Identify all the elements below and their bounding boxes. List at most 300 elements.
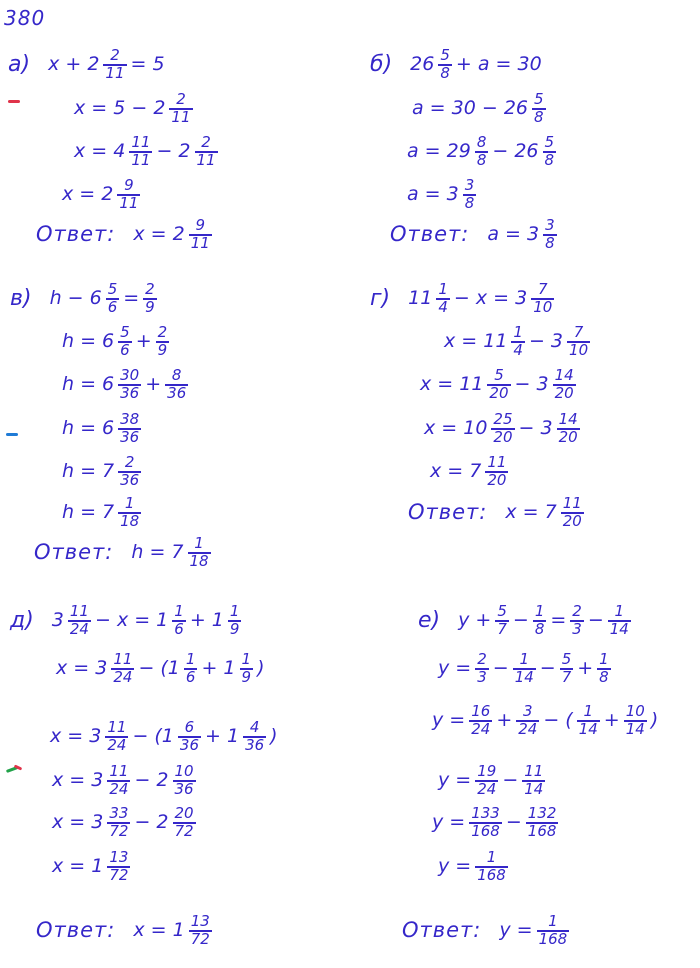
expression-text: − (505, 811, 522, 834)
fraction (570, 604, 584, 638)
fraction (557, 412, 580, 446)
expression-text: a = 30 − 26 (412, 97, 528, 120)
fraction-denominator: 8 (534, 107, 544, 126)
answer-line (34, 914, 214, 948)
fraction-numerator: 11 (113, 650, 133, 668)
fraction (597, 652, 611, 686)
fraction-numerator: 4 (249, 718, 260, 736)
fraction-denominator: 7 (561, 667, 572, 686)
expression-text: a = 3 (407, 183, 459, 206)
fraction (513, 652, 536, 686)
fraction-numerator: 6 (184, 718, 195, 736)
fraction-numerator: 5 (440, 46, 450, 64)
equation-line (60, 412, 143, 446)
fraction-numerator: 1 (599, 650, 609, 668)
fraction (436, 282, 450, 316)
margin-red-mark (8, 100, 20, 103)
fraction-numerator: 11 (487, 453, 507, 471)
fraction-denominator: 14 (524, 779, 544, 798)
fraction-denominator: 11 (131, 150, 151, 169)
expression-text: + 1 (205, 725, 240, 748)
answer-line (32, 536, 213, 570)
fraction-denominator: 24 (113, 667, 133, 686)
equation-line (442, 325, 592, 359)
fraction (516, 704, 539, 738)
fraction-numerator: 5 (494, 366, 504, 384)
equation-line (6, 48, 167, 82)
fraction-denominator: 36 (120, 383, 140, 402)
fraction-numerator: 14 (554, 366, 574, 384)
fraction (487, 368, 510, 402)
fraction-denominator: 11 (105, 63, 125, 82)
fraction (560, 652, 574, 686)
equation-line (60, 178, 142, 212)
fraction (475, 764, 498, 798)
expression-text: + 1 (201, 657, 236, 680)
fraction-numerator: 3 (523, 702, 533, 720)
fraction-denominator: 24 (518, 719, 538, 738)
fraction-numerator: 1 (229, 602, 240, 620)
expression-text: x = 3 (50, 725, 102, 748)
part-label: д) (10, 607, 34, 633)
expression-text: 3 (51, 609, 64, 632)
fraction (189, 218, 212, 252)
fraction-denominator: 3 (477, 667, 487, 686)
fraction (533, 604, 547, 638)
expression-text: + 1 (189, 609, 224, 632)
answer-label: Ответ: (408, 500, 488, 525)
expression-text: + (135, 330, 152, 353)
expression-text: x = 11 (420, 373, 484, 396)
fraction (561, 496, 584, 530)
equation-line (405, 135, 558, 169)
fraction-denominator: 168 (527, 821, 557, 840)
equation-line (60, 325, 171, 359)
fraction (577, 704, 600, 738)
expression-text: y = (438, 657, 472, 680)
answer-line (406, 496, 586, 530)
fraction-numerator: 2 (572, 602, 582, 620)
fraction (543, 135, 557, 169)
fraction (117, 178, 140, 212)
fraction-denominator: 4 (438, 297, 448, 316)
fraction (491, 412, 514, 446)
part-label: г) (370, 285, 391, 311)
fraction-numerator: 5 (120, 323, 130, 341)
expression-text: + (145, 373, 162, 396)
expression-text: h = 6 (62, 373, 115, 396)
answer-line (400, 914, 571, 948)
fraction-denominator: 10 (533, 297, 553, 316)
fraction-denominator: 20 (554, 383, 574, 402)
fraction-numerator: 1 (614, 602, 625, 620)
fraction-denominator: 3 (572, 619, 582, 638)
fraction-denominator: 24 (471, 719, 491, 738)
fraction-numerator: 1 (194, 534, 204, 552)
expression-text: − (1 (132, 725, 174, 748)
fraction-denominator: 8 (464, 193, 475, 212)
fraction (243, 720, 266, 754)
expression-text: x = 5 − 2 (74, 97, 166, 120)
expression-text: − ( (543, 709, 573, 732)
equation-line (368, 282, 556, 316)
expression-text: h = 7 (62, 501, 115, 524)
fraction (526, 806, 559, 840)
fraction (188, 536, 211, 570)
expression-text: 11 (408, 287, 433, 310)
fraction-numerator: 7 (573, 323, 584, 341)
fraction (495, 604, 509, 638)
equation-line (416, 604, 633, 638)
fraction-denominator: 20 (493, 427, 513, 446)
expression-text: − (502, 769, 519, 792)
fraction-denominator: 20 (489, 383, 509, 402)
fraction-numerator: 133 (471, 804, 500, 822)
expression-text: − (512, 609, 529, 632)
expression-text: y + (458, 609, 492, 632)
fraction-numerator: 1 (548, 912, 558, 930)
expression-text: h = 6 (62, 330, 115, 353)
fraction (118, 412, 141, 446)
fraction-denominator: 9 (229, 619, 240, 638)
expression-text: − (539, 657, 556, 680)
fraction-numerator: 132 (527, 804, 557, 822)
equation-line (422, 412, 582, 446)
equation-line (8, 282, 159, 316)
expression-text: x = 11 (444, 330, 508, 353)
expression-text: − 3 (518, 417, 553, 440)
fraction (469, 806, 502, 840)
fraction-denominator: 6 (185, 667, 196, 686)
expression-text: + (496, 709, 513, 732)
fraction-denominator: 72 (174, 821, 194, 840)
expression-text: y = (432, 811, 466, 834)
equation-line (436, 850, 510, 884)
expression-text: − 2 (134, 811, 169, 834)
fraction-numerator: 1 (583, 702, 594, 720)
expression-text: − 2 (156, 140, 191, 163)
equation-line (436, 652, 613, 686)
expression-text: y = (438, 855, 472, 878)
fraction-denominator: 36 (120, 427, 140, 446)
fraction-denominator: 24 (109, 779, 129, 798)
fraction (129, 135, 152, 169)
expression-text: − x = 1 (94, 609, 169, 632)
expression-text: ) (257, 657, 265, 680)
fraction (553, 368, 576, 402)
expression-text: x = 1 (52, 855, 104, 878)
expression-text: − (587, 609, 604, 632)
part-label: в) (10, 285, 32, 311)
fraction-numerator: 38 (120, 410, 140, 428)
expression-text: x = 1 (133, 919, 185, 942)
fraction-numerator: 11 (109, 762, 129, 780)
fraction-denominator: 8 (545, 233, 555, 252)
fraction-denominator: 6 (120, 340, 130, 359)
fraction-numerator: 5 (534, 90, 544, 108)
equation-line (72, 92, 195, 126)
equation-line (8, 604, 243, 638)
fraction (438, 48, 452, 82)
fraction-denominator: 168 (471, 821, 500, 840)
expression-text: x = 3 (52, 769, 104, 792)
equation-line (430, 806, 560, 840)
fraction-numerator: 9 (124, 176, 134, 194)
answer-line (34, 218, 214, 252)
fraction (240, 652, 254, 686)
fraction-numerator: 1 (486, 848, 497, 866)
fraction-numerator: 10 (174, 762, 194, 780)
fraction (118, 368, 141, 402)
fraction (475, 652, 489, 686)
fraction (106, 282, 120, 316)
expression-text: y = (438, 769, 472, 792)
fraction-numerator: 1 (241, 650, 252, 668)
answer-label: Ответ: (36, 222, 116, 247)
answer-label: Ответ: (390, 222, 470, 247)
fraction (169, 92, 192, 126)
expression-text: h = 6 (62, 417, 115, 440)
fraction-denominator: 24 (107, 735, 127, 754)
fraction-numerator: 1 (513, 323, 523, 341)
fraction-denominator: 11 (190, 233, 210, 252)
fraction (68, 604, 91, 638)
fraction-denominator: 36 (179, 735, 199, 754)
fraction-denominator: 9 (157, 340, 168, 359)
fraction-numerator: 14 (558, 410, 578, 428)
fraction-numerator: 33 (109, 804, 129, 822)
fraction (463, 178, 477, 212)
expression-text: h = 7 (62, 460, 115, 483)
fraction-numerator: 1 (174, 602, 184, 620)
fraction (118, 325, 132, 359)
expression-text: − (1 (138, 657, 180, 680)
equation-line (60, 368, 190, 402)
fraction-numerator: 3 (464, 176, 475, 194)
expression-text: = (123, 287, 140, 310)
fraction-denominator: 24 (69, 619, 89, 638)
fraction-numerator: 10 (625, 702, 645, 720)
fraction-denominator: 8 (534, 619, 545, 638)
fraction-numerator: 5 (107, 280, 118, 298)
fraction (156, 325, 170, 359)
fraction-numerator: 8 (171, 366, 182, 384)
expression-text: − 2 (134, 769, 169, 792)
expression-text: x = 3 (52, 811, 104, 834)
equation-line (430, 704, 660, 738)
fraction (118, 455, 141, 489)
fraction-denominator: 9 (145, 297, 155, 316)
fraction-denominator: 11 (196, 150, 216, 169)
fraction-numerator: 9 (195, 216, 206, 234)
fraction (105, 720, 128, 754)
fraction-numerator: 13 (190, 912, 210, 930)
fraction-numerator: 8 (476, 133, 487, 151)
answer-label: Ответ: (402, 918, 482, 943)
equation-line (436, 764, 547, 798)
fraction (172, 604, 186, 638)
fraction-denominator: 11 (119, 193, 139, 212)
fraction (567, 325, 590, 359)
fraction (532, 92, 546, 126)
fraction-numerator: 2 (157, 323, 168, 341)
fraction (107, 850, 130, 884)
fraction-denominator: 8 (440, 63, 450, 82)
expression-text: ) (650, 709, 659, 732)
fraction (608, 604, 631, 638)
fraction (107, 806, 130, 840)
equation-line (428, 455, 510, 489)
expression-text: x + 2 (48, 53, 100, 76)
fraction-numerator: 11 (562, 494, 582, 512)
fraction-numerator: 1 (534, 602, 545, 620)
fraction-denominator: 72 (109, 821, 129, 840)
fraction (537, 914, 570, 948)
equation-line (72, 135, 220, 169)
fraction-numerator: 2 (201, 133, 211, 151)
equation-line (368, 48, 544, 82)
fraction (195, 135, 218, 169)
equation-line (48, 720, 280, 754)
fraction-denominator: 168 (477, 865, 506, 884)
expression-text: − (492, 657, 509, 680)
fraction-denominator: 14 (514, 667, 534, 686)
margin-blue-mark (6, 433, 18, 436)
fraction-numerator: 2 (145, 280, 155, 298)
fraction-denominator: 36 (245, 735, 265, 754)
fraction-numerator: 16 (471, 702, 491, 720)
expression-text: x = 7 (505, 501, 557, 524)
fraction (228, 604, 242, 638)
fraction-denominator: 14 (609, 619, 629, 638)
fraction-numerator: 2 (477, 650, 487, 668)
fraction (469, 704, 492, 738)
fraction-denominator: 14 (578, 719, 598, 738)
expression-text: − 26 (492, 140, 539, 163)
answer-label: Ответ: (34, 540, 114, 565)
fraction-numerator: 13 (109, 848, 129, 866)
fraction-denominator: 9 (241, 667, 252, 686)
fraction-numerator: 7 (537, 280, 548, 298)
fraction (511, 325, 525, 359)
fraction-numerator: 5 (544, 133, 555, 151)
equation-line (60, 496, 143, 530)
fraction-denominator: 8 (476, 150, 487, 169)
fraction-numerator: 2 (176, 90, 186, 108)
expression-text: 26 (410, 53, 435, 76)
fraction (522, 764, 545, 798)
equation-line (418, 368, 578, 402)
expression-text: + a = 30 (455, 53, 542, 76)
fraction-numerator: 20 (174, 804, 194, 822)
fraction (165, 368, 188, 402)
fraction-denominator: 168 (538, 929, 568, 948)
fraction-denominator: 11 (171, 107, 191, 126)
fraction-numerator: 2 (124, 453, 135, 471)
fraction-denominator: 6 (174, 619, 184, 638)
fraction-numerator: 30 (120, 366, 140, 384)
answer-label: Ответ: (36, 918, 116, 943)
fraction (173, 764, 196, 798)
fraction-denominator: 36 (174, 779, 194, 798)
fraction-denominator: 6 (107, 297, 118, 316)
fraction-numerator: 1 (185, 650, 196, 668)
expression-text: x = 4 (74, 140, 126, 163)
fraction-numerator: 1 (519, 650, 529, 668)
equation-line (50, 806, 198, 840)
expression-text: a = 3 (487, 223, 540, 246)
expression-text: = 5 (130, 53, 165, 76)
fraction-denominator: 20 (487, 470, 507, 489)
fraction-numerator: 11 (131, 133, 151, 151)
expression-text: h − 6 (49, 287, 102, 310)
fraction (118, 496, 141, 530)
fraction-numerator: 11 (69, 602, 89, 620)
expression-text: x = 7 (430, 460, 482, 483)
expression-text: y = (432, 709, 466, 732)
part-label: а) (8, 51, 31, 77)
fraction-denominator: 10 (569, 340, 589, 359)
fraction-denominator: 4 (513, 340, 523, 359)
expression-text: x = 3 (56, 657, 108, 680)
expression-text: + (603, 709, 620, 732)
expression-text: a = 29 (407, 140, 471, 163)
fraction (189, 914, 212, 948)
fraction (475, 135, 489, 169)
expression-text: − 3 (514, 373, 549, 396)
fraction-numerator: 19 (477, 762, 497, 780)
answer-line (388, 218, 559, 252)
fraction (173, 806, 196, 840)
expression-text: − 3 (528, 330, 564, 353)
expression-text: x = 10 (424, 417, 488, 440)
expression-text: ) (270, 725, 278, 748)
fraction (531, 282, 554, 316)
fraction-denominator: 72 (109, 865, 129, 884)
equation-line (60, 455, 143, 489)
fraction-denominator: 14 (625, 719, 645, 738)
expression-text: + (577, 657, 594, 680)
expression-text: − x = 3 (453, 287, 528, 310)
fraction-numerator: 1 (124, 494, 135, 512)
fraction (475, 850, 508, 884)
fraction-numerator: 2 (110, 46, 120, 64)
part-label: б) (370, 51, 393, 77)
equation-line (50, 850, 132, 884)
fraction-numerator: 5 (497, 602, 507, 620)
fraction-denominator: 7 (497, 619, 507, 638)
equation-line (50, 764, 198, 798)
expression-text: x = 2 (62, 183, 114, 206)
fraction-denominator: 36 (167, 383, 187, 402)
expression-text: x = 2 (133, 223, 185, 246)
fraction (107, 764, 130, 798)
fraction-denominator: 18 (120, 511, 140, 530)
fraction-numerator: 3 (545, 216, 555, 234)
equation-line (410, 92, 548, 126)
fraction-denominator: 20 (558, 427, 578, 446)
expression-text: = (550, 609, 567, 632)
fraction-denominator: 24 (477, 779, 497, 798)
equation-line (54, 652, 266, 686)
fraction (178, 720, 201, 754)
fraction (543, 218, 557, 252)
fraction (184, 652, 198, 686)
fraction (111, 652, 134, 686)
equation-line (405, 178, 478, 212)
fraction-numerator: 11 (524, 762, 544, 780)
fraction-denominator: 8 (599, 667, 609, 686)
